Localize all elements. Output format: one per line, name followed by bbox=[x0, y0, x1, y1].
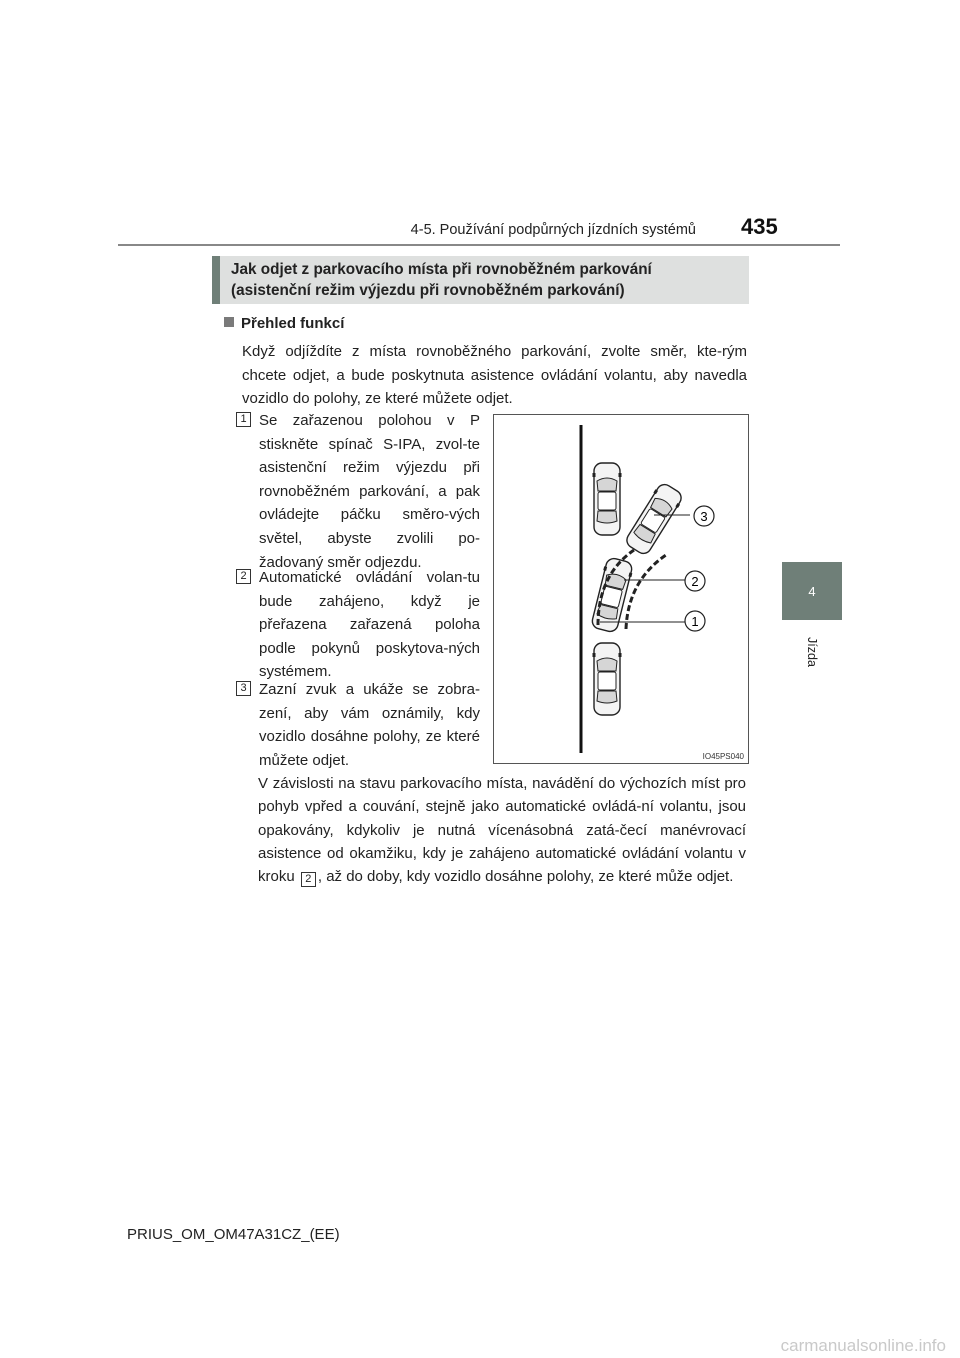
chapter-tab-label[interactable] bbox=[782, 622, 842, 682]
parked-car-rear bbox=[594, 643, 620, 715]
watermark: carmanualsonline.info bbox=[780, 1336, 946, 1355]
header-section-title: 4-5. Používání podpůrných jízdních systémů bbox=[410, 222, 696, 238]
step-1 bbox=[236, 409, 480, 574]
step-3-text: Zazní zvuk a ukáže se zobra-zení, aby vám oznámily, kdy vozidlo dosáhne polohy, ze které můžete odjet. bbox=[259, 681, 480, 769]
section-title-box bbox=[212, 256, 749, 304]
footer-code: PRIUS_OM_OM47A31CZ_(EE) bbox=[127, 1226, 340, 1243]
exiting-car-end bbox=[624, 482, 684, 557]
header-divider bbox=[118, 244, 840, 246]
square-bullet-icon bbox=[224, 317, 234, 327]
chapter-tab-number[interactable]: 4 bbox=[782, 562, 842, 620]
section-title-line2: (asistenční režim výjezdu při rovnoběžném parkování) bbox=[231, 282, 625, 299]
step-3-number: 3 bbox=[236, 681, 251, 696]
section-title-line1: Jak odjet z parkovacího místa při rovnoběžném parkování bbox=[231, 261, 652, 278]
callout-2: 2 bbox=[691, 574, 699, 589]
step-3 bbox=[236, 678, 480, 772]
subheading-text: Přehled funkcí bbox=[241, 315, 345, 332]
step-1-text: Se zařazenou polohou v P stiskněte spínač S-IPA, zvol-te asistenční režim výjezdu při rovnoběžném parkování, a pak ovládejte páčku směro-vých světel, abyste zvolili po-žadovaný směr odjezdu. bbox=[259, 412, 480, 571]
step-2-text: Automatické ovládání volan-tu bude zahájeno, když je přeřazena zařazená poloha podle pokynů poskytova-ných systémem. bbox=[259, 569, 480, 681]
guide-path-right bbox=[626, 555, 666, 629]
note-text-after: , až do doby, kdy vozidlo dosáhne polohy, ze které může odjet. bbox=[317, 868, 734, 886]
parking-exit-illustration bbox=[493, 414, 749, 764]
chapter-tab-label-text: Jízda bbox=[804, 637, 819, 667]
figure-code: IO45PS040 bbox=[702, 752, 744, 761]
callout-3: 3 bbox=[700, 509, 708, 524]
page-number: 435 bbox=[741, 214, 778, 239]
note-step-ref: 2 bbox=[301, 872, 316, 887]
step-1-number: 1 bbox=[236, 412, 251, 427]
step-2-number: 2 bbox=[236, 569, 251, 584]
parking-exit-drawing bbox=[494, 415, 750, 765]
step-2 bbox=[236, 566, 480, 684]
note-text-before: V závislosti na stavu parkovacího místa, navádění do výchozích míst pro pohyb vpřed a couvání, stejně jako automatické ovládá-ní volantu, jsou opakovány, kdykoliv je nutná vícenásobná zatá-čecí manévrovací asistence od okamžiku, kdy je zahájeno automatické ovládání volantu v kroku bbox=[258, 775, 746, 886]
callout-1: 1 bbox=[691, 614, 699, 629]
intro-paragraph: Když odjíždíte z místa rovnoběžného parkování, zvolte směr, kte-rým chcete odjet, a bude poskytnuta asistence ovládání volantu, aby navedla vozidlo do polohy, ze které můžete odjet. bbox=[242, 343, 747, 407]
subheading bbox=[224, 315, 344, 332]
note-paragraph bbox=[258, 772, 746, 888]
parked-car-front bbox=[594, 463, 620, 535]
